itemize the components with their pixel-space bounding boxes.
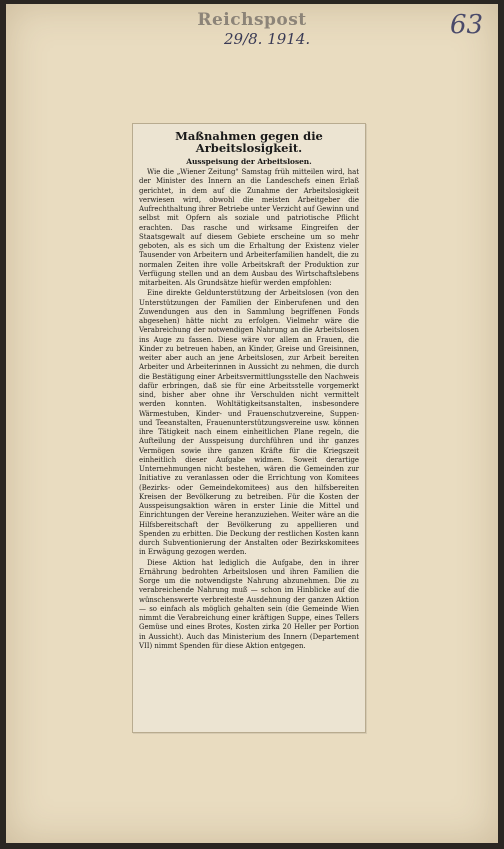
newspaper-name-stamp: Reichspost xyxy=(197,10,307,30)
page-number: 63 xyxy=(450,10,484,40)
handwritten-date: 29/8. 1914. xyxy=(224,30,311,48)
article xyxy=(133,124,365,651)
newspaper-clipping xyxy=(132,123,366,733)
article-paragraph-1: Wie die „Wiener Zeitung" Samstag früh mitteilen wird, hat der Minister des Innern an die Landeschefs einen Erlaß gerichtet, in dem auf die Zunahme der Arbeitslosigkeit verwiesen wird, obwohl die meisten Arbeitgeber die Aufrechthaltung ihrer Betriebe unter Verzicht auf Gewinn und selbst mit Opfern als soziale und patriotische Pflicht erachten. Das rasche und wirksame Eingreifen der Staatsgewalt auf diesem Gebiete erscheine um so mehr geboten, als es sich um die Erhaltung der Existenz vieler Tausender von Arbeitern und Arbeiterfamilien handelt, die zu normalen Zeiten ihre volle Arbeitskraft der Produktion zur Verfügung stellen und an dem Ausbau des Wirtschaftslebens mitarbeiten. Als Grundsätze hiefür werden empfohlen: xyxy=(139,168,359,287)
article-paragraph-3: Diese Aktion hat lediglich die Aufgabe, den in ihrer Ernährung bedrohten Arbeitslosen und ihren Familien die Sorge um die notwendigste Nahrung abzunehmen. Die zu verabreichende Nahrung muß — schon im Hinblicke auf die wünschenswerte verbreiteste Ausdehnung der ganzen Aktion — so einfach als möglich gehalten sein (die Gemeinde Wien nimmt die Verabreichung einer kräftigen Suppe, eines Tellers Gemüse und eines Brotes, Kosten zirka 20 Heller per Portion in Aussicht). Auch das Ministerium des Innern (Departement VII) nimmt Spenden für diese Aktion entgegen. xyxy=(139,558,359,650)
article-title: Maßnahmen gegen die Arbeitslosigkeit. xyxy=(175,129,323,155)
article-subtitle: Ausspeisung der Arbeitslosen. xyxy=(186,157,312,166)
article-paragraph-2: Eine direkte Geldunterstützung der Arbeitslosen (von den Unterstützungen der Familien der Einberufenen und den Zuwendungen aus den in Sammlung begriffenen Fonds abgesehen) hätte nicht zu erfolgen. Vielmehr wäre die Verabreichung der notwendigen Nahrung an die Arbeitslosen ins Auge zu fassen. Diese wäre vor allem an Frauen, die Kinder zu betreuen haben, an Kinder, Greise und Greisinnen, weiter aber auch an jene Arbeitslosen, zur Arbeit bereiten Arbeiter und Arbeiterinnen in Aussicht zu nehmen, die durch die Bestätigung einer Arbeitsvermittlungsstelle den Nachweis dafür erbringen, daß sie für eine Arbeitsstelle vorgemerkt sind, bisher aber ohne ihr Verschulden nicht vermittelt werden konnten. Wohltätigkeitsanstalten, insbesondere Wärmestuben, Kinder- und Frauenschutzvereine, Suppen- und Teeanstalten, Frauenunterstützungsvereine usw. können ihre Tätigkeit nach einem einheitlichen Plane regeln, die Aufteilung der Ausspeisung durchführen und ihr ganzes Vermögen sowie ihre ganzen Kräfte für die Kriegszeit einheitlich dieser Aufgabe widmen. Soweit derartige Unternehmungen nicht bestehen, wären die Gemeinden zur Initiative zu veranlassen oder die Errichtung von Komitees (Bezirks- oder Gemeindekomitees) aus den hilfsbereiten Kreisen der Bevölkerung zu betreiben. Für die Kosten der Ausspeisungsaktion wären in erster Linie die Mittel und Einrichtungen der Vereine heranzuziehen. Weiter wäre an die Hilfsbereitschaft der Bevölkerung zu appellieren und Spenden zu erbitten. Die Deckung der restlichen Kosten kann durch Subventionierung der Anstalten oder Bezirkskomitees in Erwägung gezogen werden. xyxy=(139,289,359,557)
